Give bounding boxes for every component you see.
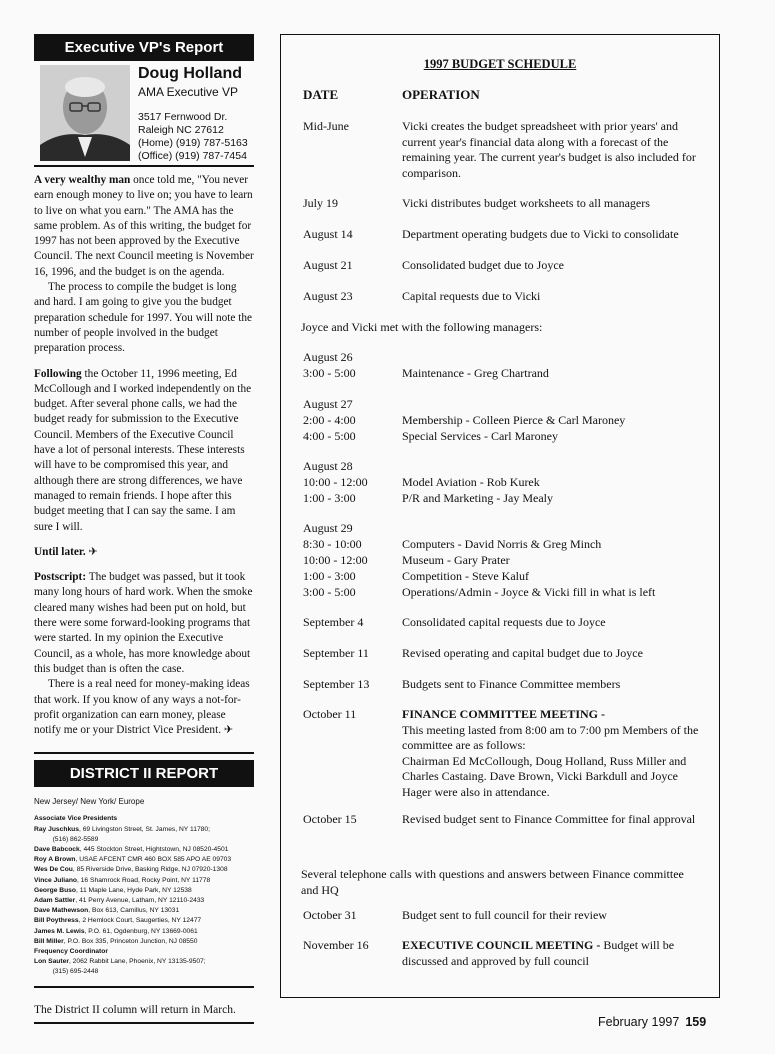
schedule-operation: Competition - Steve Kaluf	[402, 569, 529, 583]
contact-entry: Bill Miller, P.O. Box 335, Princeton Junction, NJ 08550	[34, 937, 198, 945]
schedule-date: August 26	[303, 350, 353, 364]
author-title: AMA Executive VP	[138, 85, 239, 99]
date-column-header: DATE	[303, 87, 339, 102]
budget-schedule-box	[280, 34, 720, 998]
district-report-header: DISTRICT II REPORT	[34, 760, 254, 787]
author-photo	[40, 65, 130, 161]
schedule-operation: Special Services - Carl Maroney	[402, 429, 558, 443]
district-note: The District II column will return in March.	[34, 1003, 236, 1016]
schedule-operation: Maintenance - Greg Chartrand	[402, 366, 549, 380]
contact-entry: Lon Sauter, 2062 Rabbit Lane, Phoenix, NY 13135-9507;	[34, 958, 206, 966]
schedule-operation: Consolidated budget due to Joyce	[402, 258, 564, 272]
schedule-date: 10:00 - 12:00	[303, 553, 368, 567]
schedule-date: 3:00 - 5:00	[303, 585, 356, 599]
schedule-date: September 13	[303, 677, 370, 691]
schedule-operation: Revised operating and capital budget due to Joyce	[402, 646, 643, 660]
schedule-date: 3:00 - 5:00	[303, 366, 356, 380]
freq-list	[34, 957, 254, 977]
schedule-operation: EXECUTIVE COUNCIL MEETING - Budget will be discussed and approved by full council	[402, 938, 675, 968]
schedule-operation: Revised budget sent to Finance Committee for final approval	[402, 812, 696, 826]
schedule-date: Mid-June	[303, 119, 349, 133]
schedule-operation: Vicki distributes budget worksheets to all managers	[402, 196, 650, 210]
airplane-icon: ✈	[88, 545, 98, 558]
author-address	[138, 111, 248, 163]
executive-vp-header: Executive VP's Report	[34, 34, 254, 61]
schedule-date: 10:00 - 12:00	[303, 475, 368, 489]
executive-vp-column	[34, 34, 254, 1024]
paragraph-intro: A very wealthy man once told me, "You never earn enough money to live on; you have to learn to live on what you earn." The AMA has the same problem. As of this writing, the budget for 1997 has not been approved by the Executive Council. The next Council meeting is November 16, 1996, and the budget is on the agenda.	[34, 174, 254, 278]
contact-entry: (315) 695-2448	[34, 968, 99, 976]
schedule-operation: Budget sent to full council for their review	[402, 908, 607, 922]
paragraph-postscript: Postscript: The budget was passed, but it took many long hours of hard work. When the smoke cleared many wishes had been put on hold, but there were some forward-looking programs that were started. In my opinion the Executive Council, as a whole, has more knowledge about this budget than is often the case.	[34, 571, 253, 675]
schedule-operation: Model Aviation - Rob Kurek	[402, 475, 540, 489]
schedule-date: 4:00 - 5:00	[303, 429, 356, 443]
schedule-date: October 15	[303, 812, 357, 826]
member-list	[34, 825, 254, 947]
freq-label: Frequency Coordinator	[34, 948, 108, 956]
schedule-date: August 27	[303, 397, 353, 411]
schedule-operation: Membership - Colleen Pierce & Carl Maroney	[402, 413, 626, 427]
schedule-operation: Capital requests due to Vicki	[402, 289, 541, 303]
contact-entry: Bill Poythress, 2 Hemlock Court, Saugerties, NY 12477	[34, 917, 202, 925]
district-contacts	[34, 814, 254, 977]
schedule-date: August 28	[303, 459, 353, 473]
address-line: (Office) (919) 787-7454	[138, 150, 247, 162]
schedule-date: July 19	[303, 196, 339, 210]
author-profile	[34, 65, 254, 165]
schedule-operation: Department operating budgets due to Vicki to consolidate	[402, 227, 679, 241]
contact-entry: (516) 862-5589	[34, 835, 99, 843]
schedule-date: 1:00 - 3:00	[303, 491, 356, 505]
assoc-label: Associate Vice Presidents	[34, 815, 118, 823]
schedule-title: 1997 BUDGET SCHEDULE	[423, 57, 577, 71]
divider	[34, 986, 254, 988]
contact-entry: James M. Lewis, P.O. 61, Ogdenburg, NY 13669-0061	[34, 927, 198, 935]
contact-entry: Dave Mathewson, Box 613, Camillus, NY 13031	[34, 907, 180, 915]
address-line: 3517 Fernwood Dr.	[138, 111, 228, 123]
airplane-icon: ✈	[223, 724, 234, 737]
contact-entry: Wes De Cou, 85 Riverside Drive, Basking Ridge, NJ 07920-1308	[34, 866, 228, 874]
paragraph-money-ideas: There is a real need for money-making ideas that work. If you know of any ways a not-for-profit organization can earn money, please notify me or your District Vice President. ✈	[34, 678, 250, 737]
schedule-note: Joyce and Vicki met with the following managers:	[301, 320, 543, 334]
schedule-date: August 23	[303, 289, 353, 303]
address-line: Raleigh NC 27612	[138, 124, 224, 136]
schedule-date: 1:00 - 3:00	[303, 569, 356, 583]
district-region: New Jersey/ New York/ Europe	[34, 797, 145, 807]
schedule-date: August 21	[303, 258, 353, 272]
page-footer	[598, 1015, 706, 1029]
schedule-note: Several telephone calls with questions and answers between Finance committee and HQ	[301, 867, 684, 897]
schedule-date: November 16	[303, 938, 369, 952]
schedule-date: October 31	[303, 908, 357, 922]
paragraph-process: The process to compile the budget is long and hard. I am going to give you the budget preparation schedule for 1997. You will note the number of people involved in the budget preparation process.	[34, 281, 253, 355]
schedule-operation: Consolidated capital requests due to Joyce	[402, 615, 606, 629]
contact-entry: George Buso, 11 Maple Lane, Hyde Park, NY 12538	[34, 886, 192, 894]
author-name: Doug Holland	[138, 65, 242, 82]
schedule-operation: P/R and Marketing - Jay Mealy	[402, 491, 553, 505]
schedule-date: September 11	[303, 646, 369, 660]
contact-entry: Adam Sattler, 41 Perry Avenue, Latham, NY 12110-2433	[34, 897, 205, 905]
schedule-date: August 29	[303, 521, 353, 535]
operation-column-header: OPERATION	[402, 87, 480, 102]
schedule-date: September 4	[303, 615, 364, 629]
schedule-date: 8:30 - 10:00	[303, 537, 362, 551]
schedule-date: October 11	[303, 707, 357, 721]
schedule-operation: Operations/Admin - Joyce & Vicki fill in what is left	[402, 585, 656, 599]
contact-entry: Ray Juschkus, 69 Livingston Street, St. James, NY 11780;	[34, 825, 210, 833]
until-later: Until later. ✈	[34, 545, 98, 558]
contact-entry: Dave Babcock, 445 Stockton Street, Hightstown, NJ 08520-4501	[34, 846, 229, 853]
schedule-operation: Museum - Gary Prater	[402, 553, 510, 567]
schedule-operation: FINANCE COMMITTEE MEETING - This meeting lasted from 8:00 am to 7:00 pm Members of the committee are as follows: Chairman Ed McCollough, Doug Holland, Russ Miller and Charles Castaing. Dave Brown, Vicki Barkdull and Joyce Hager were also in attendance.	[402, 707, 699, 799]
schedule-operation: Computers - David Norris & Greg Minch	[402, 537, 602, 551]
divider	[34, 752, 254, 754]
page-number: 159	[685, 1015, 707, 1029]
schedule-date: August 14	[303, 227, 353, 241]
issue-date: February 1997	[598, 1015, 680, 1029]
schedule-operation: Budgets sent to Finance Committee members	[402, 677, 621, 691]
contact-entry: Roy A Brown, USAE AFCENT CMR 460 BOX 585 APO AE 09703	[34, 856, 232, 864]
address-line: (Home) (919) 787-5163	[138, 137, 248, 149]
schedule-operation: Vicki creates the budget spreadsheet with prior years' and current year's financial data along with a forecast of the remaining year. The current year's budget is also included for comparison.	[402, 119, 696, 180]
schedule-date: 2:00 - 4:00	[303, 413, 356, 427]
paragraph-following: Following the October 11, 1996 meeting, Ed McCollough and I worked independently on the budget. After several phone calls, we had the budget ready for submission to the Executive Council. Members of the Executive Council have a lot of personal interests. These interests will have to be compromised this year, and although there are strong differences, we have managed to remain friends. I hope after this budget meeting that I can say the same. I am sure I will.	[34, 367, 252, 533]
divider	[34, 1022, 254, 1024]
contact-entry: Vince Juliano, 16 Shamrock Road, Rocky Point, NY 11778	[34, 876, 211, 884]
